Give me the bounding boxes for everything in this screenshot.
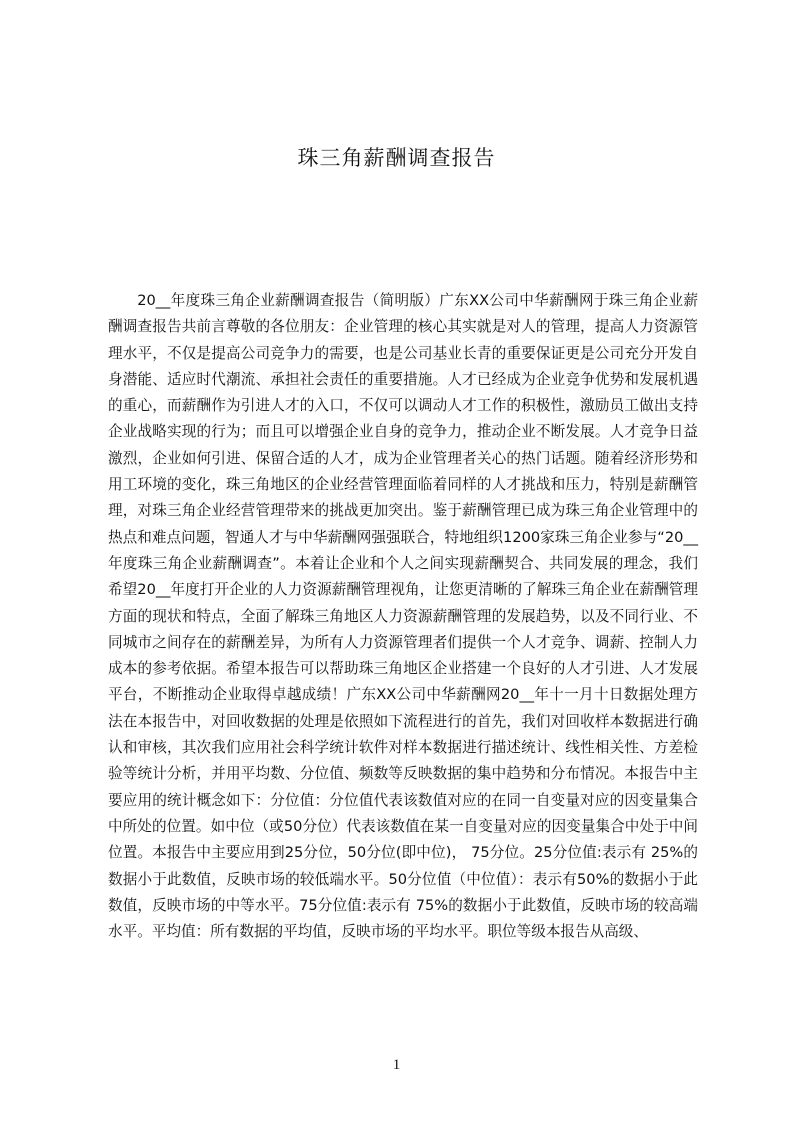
body-paragraph: 20__年度珠三角企业薪酬调查报告（简明版）广东XX公司中华薪酬网于珠三角企业薪酬调查报告共前言尊敬的各位朋友：企业管理的核心其实就是对人的管理，提高人力资源管理水平，不仅是提高公司竞争力的需要，也是公司基业长青的重要保证更是公司充分开发自身潜能、适应时代潮流、承担社会责任的重要措施。人才已经成为企业竞争优势和发展机遇的重心，而薪酬作为引进人才的入口，不仅可以调动人才工作的积极性，激励员工做出支持企业战略实现的行为；而且可以增强企业自身的竞争力，推动企业不断发展。人才竞争日益激烈，企业如何引进、保留合适的人才，成为企业管理者关心的热门话题。随着经济形势和用工环境的变化，珠三角地区的企业经营管理面临着同样的人才挑战和压力，特别是薪酬管理，对珠三角企业经营管理带来的挑战更加突出。鉴于薪酬管理已成为珠三角企业管理中的热点和难点问题，智通人才与中华薪酬网强强联合，特地组织1200家珠三角企业参与“20__年度珠三角企业薪酬调查”。本着让企业和个人之间实现薪酬契合、共同发展的理念，我们希望20__年度打开企业的人力资源薪酬管理视角，让您更清晰的了解珠三角企业在薪酬管理方面的现状和特点，全面了解珠三角地区人力资源薪酬管理的发展趋势，以及不同行业、不同城市之间存在的薪酬差异，为所有人力资源管理者们提供一个人才竞争、调薪、控制人力成本的参考依据。希望本报告可以帮助珠三角地区企业搭建一个良好的人才引进、人才发展平台，不断推动企业取得卓越成绩！广东XX公司中华薪酬网20__年十一月十日数据处理方法在本报告中，对回收数据的处理是依照如下流程进行的首先，我们对回收样本数据进行确认和审核，其次我们应用社会科学统计软件对样本数据进行描述统计、线性相关性、方差检验等统计分析，并用平均数、分位值、频数等反映数据的集中趋势和分布情况。本报告中主要应用的统计概念如下：分位值：分位值代表该数值对应的在同一自变量对应的因变量集合中所处的位置。如中位（或50分位）代表该数值在某一自变量对应的因变量集合中处于中间位置。本报告中主要应用到25分位，50分位(即中位)， 75分位。25分位值:表示有 25%的数据小于此数值，反映市场的较低端水平。50分位值（中位值）：表示有50%的数据小于此数值，反映市场的中等水平。75分位值:表示有 75%的数据小于此数值，反映市场的较高端水平。平均值：所有数据的平均值，反映市场的平均水平。职位等级本报告从高级、 <box>108 292 698 941</box>
document-title: 珠三角薪酬调查报告 <box>297 146 496 170</box>
page-number: 1 <box>392 1057 401 1073</box>
